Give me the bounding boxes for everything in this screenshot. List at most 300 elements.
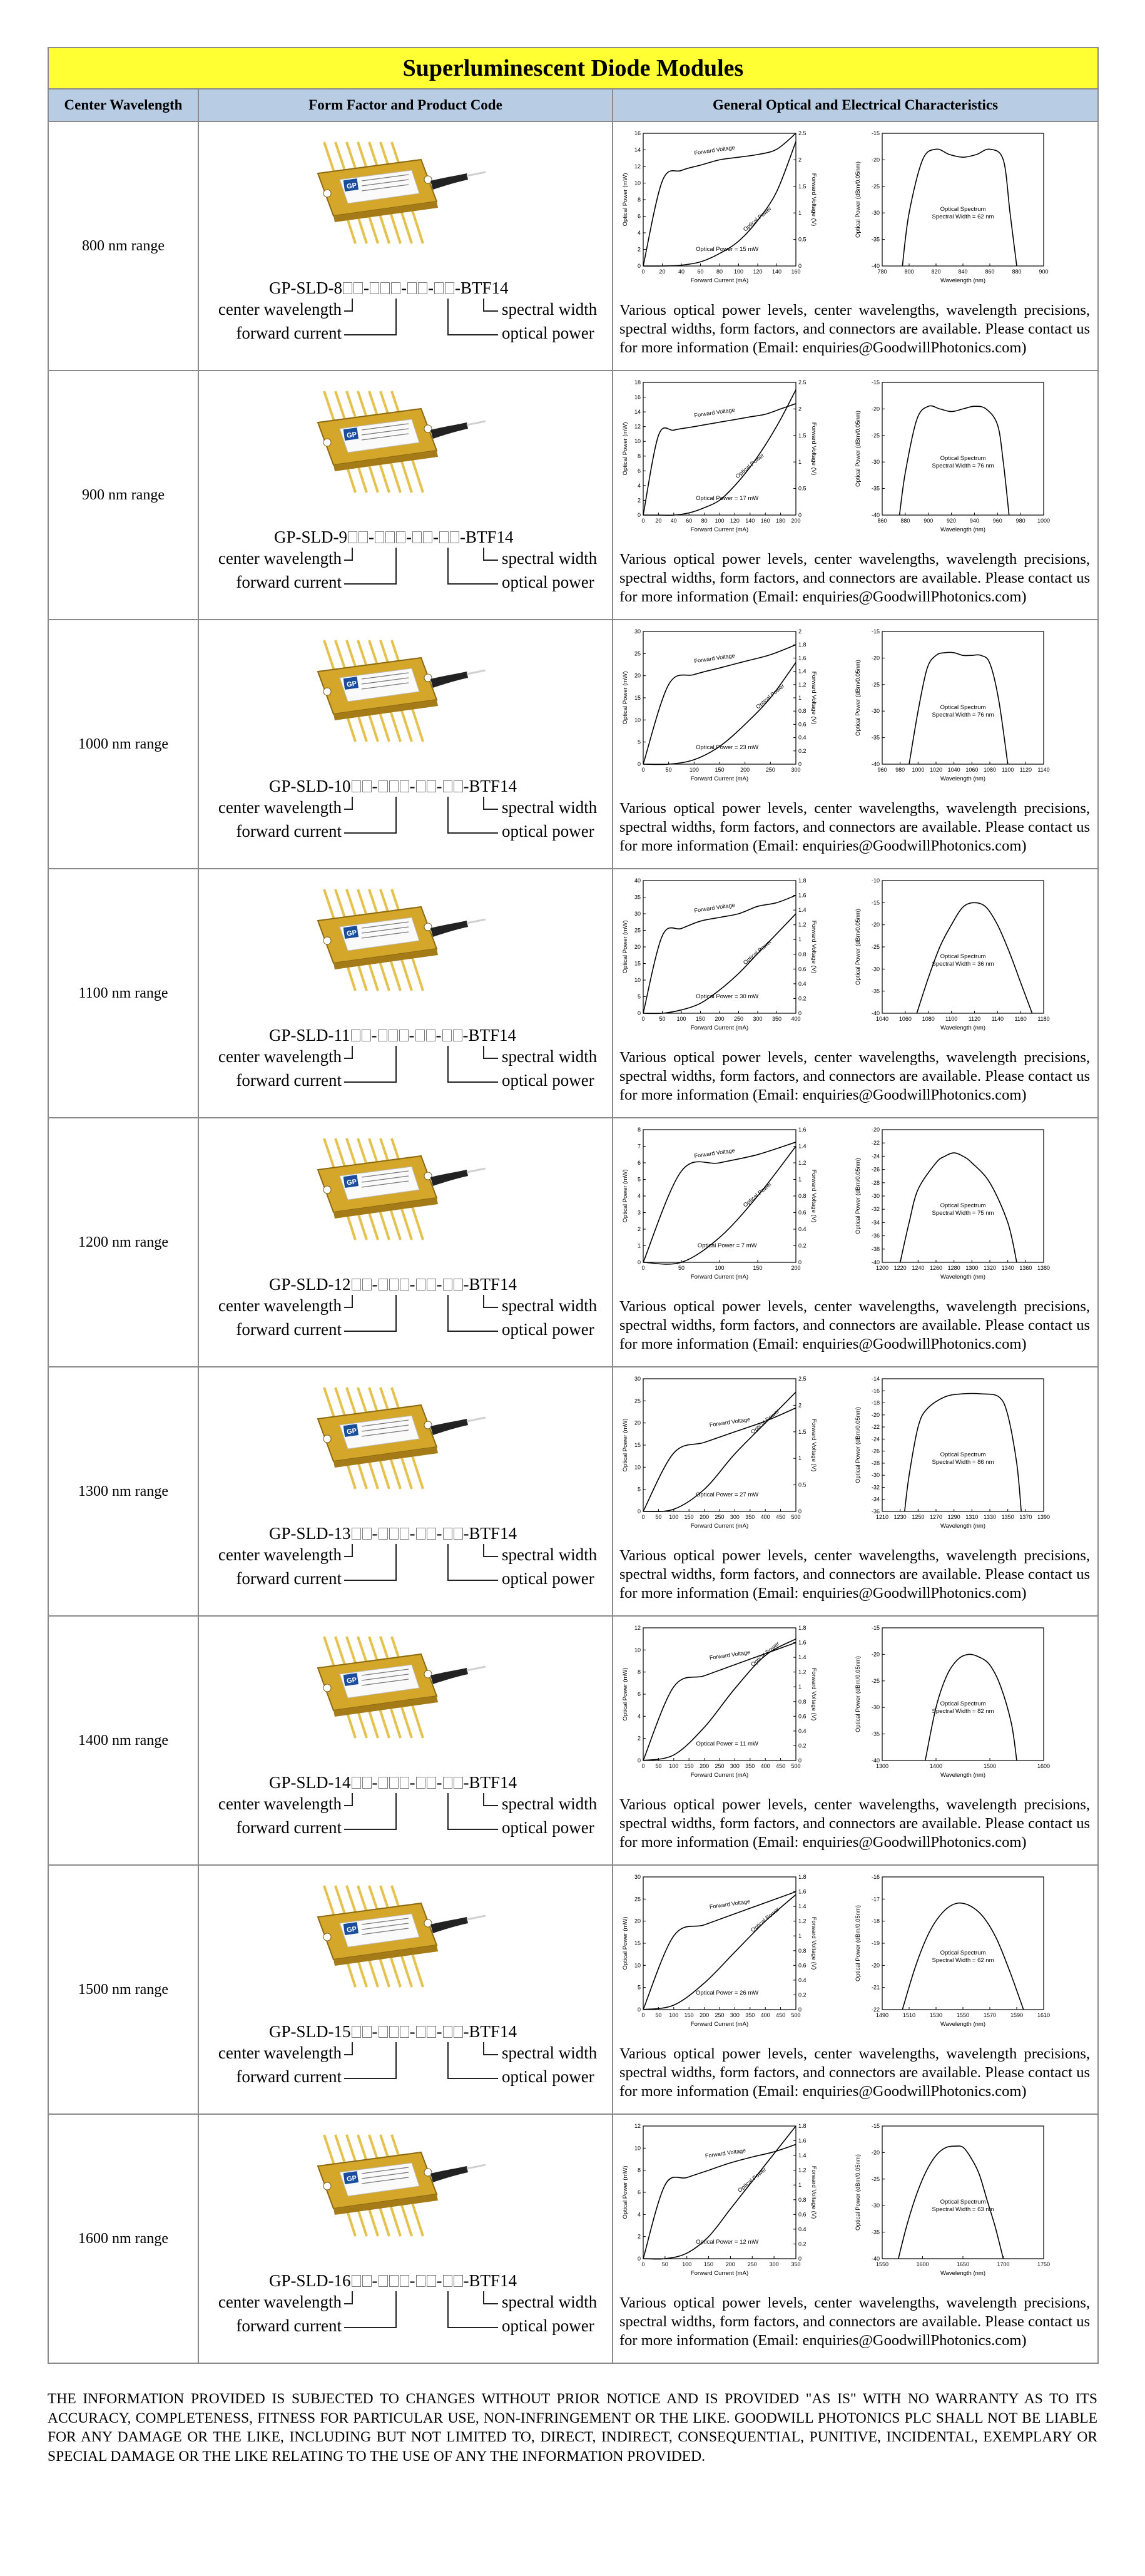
connector-line <box>484 548 498 560</box>
x-tick-label: 150 <box>684 1763 694 1769</box>
label-center-wavelength: center wavelength <box>218 2043 342 2062</box>
y-tick-label: -30 <box>871 1193 880 1199</box>
label-spectral-width: spectral width <box>502 798 598 817</box>
y-tick-label: 10 <box>634 1647 641 1653</box>
y-tick-label: -16 <box>871 1874 880 1880</box>
y-tick-label: 2 <box>637 2233 641 2240</box>
label-spectral-width: spectral width <box>502 549 598 568</box>
fiber-boot <box>430 1668 468 1684</box>
y-tick-label: -22 <box>871 2006 880 2013</box>
x-tick-label: 50 <box>678 1265 685 1271</box>
x-tick-label: 40 <box>670 518 677 524</box>
x-tick-label: 500 <box>791 2012 801 2018</box>
wavelength-range: 1600 nm range <box>78 2230 168 2247</box>
product-code: GP-SLD-12 - - - -BTF14 <box>269 1275 517 1294</box>
y-tick-label: 0 <box>637 263 641 269</box>
graphs <box>619 626 1089 792</box>
y2-tick-label: 0.2 <box>798 747 807 754</box>
x-tick-label: 100 <box>669 2012 679 2018</box>
y-tick-label: 0 <box>637 1508 641 1515</box>
x-tick-label: 1390 <box>1037 1514 1051 1520</box>
y2-tick-label: 0 <box>798 512 802 518</box>
y-tick-label: 15 <box>634 695 641 701</box>
plot-area <box>882 2126 1044 2259</box>
label-optical-power: optical power <box>502 822 594 841</box>
piv-chart <box>619 1374 820 1540</box>
x-tick-label: 150 <box>684 2012 694 2018</box>
y-tick-label: -26 <box>871 1448 880 1454</box>
x-tick-label: 150 <box>684 1514 694 1520</box>
y-tick-label: -35 <box>871 485 880 492</box>
form-factor-content <box>199 869 612 1117</box>
connector-line <box>344 299 352 311</box>
piv-graph <box>619 128 845 294</box>
mount-hole <box>323 1435 331 1443</box>
characteristics-cell <box>613 1865 1098 2114</box>
x-tick-label: 0 <box>641 2261 645 2267</box>
x-tick-label: 1600 <box>916 2261 929 2267</box>
x-tick-label: 820 <box>931 268 941 275</box>
description: Various optical power levels, center wavelengths, wavelength precisions, spectral widths, form factors, and connectors are available. Please contact us for more information (Email: enquiries@GoodwillPhotonics.com) <box>619 551 1090 606</box>
y-tick-label: 2 <box>637 497 641 504</box>
y-axis-label: Optical Power (mW) <box>622 671 629 725</box>
y2-tick-label: 1.4 <box>798 2152 807 2159</box>
x-tick-label: 50 <box>655 1763 662 1769</box>
label-spectral-width: spectral width <box>502 2043 598 2062</box>
y-tick-label: -30 <box>871 2202 880 2209</box>
x-tick-label: 150 <box>695 1016 706 1022</box>
y2-tick-label: 0.6 <box>798 1962 807 1969</box>
mount-hole <box>424 2169 432 2176</box>
spectrum-title: Optical Spectrum <box>940 206 986 213</box>
y2-tick-label: 1.4 <box>798 668 807 675</box>
y-tick-label: -40 <box>871 1010 880 1016</box>
y-tick-label: 0 <box>637 512 641 518</box>
spectrum-title: Optical Spectrum <box>940 455 986 462</box>
label-center-wavelength: center wavelength <box>218 1545 342 1564</box>
spectrum-chart <box>852 1872 1052 2038</box>
characteristics-cell <box>613 1118 1098 1367</box>
fiber-boot <box>430 173 468 190</box>
spectrum-title: Optical Spectrum <box>940 1451 986 1458</box>
description: Various optical power levels, center wavelengths, wavelength precisions, spectral widths, form factors, and connectors are available. Please contact us for more information (Email: enquiries@GoodwillPhotonics.com) <box>619 1547 1090 1602</box>
x-tick-label: 1360 <box>1019 1265 1032 1271</box>
y2-tick-label: 1.2 <box>798 681 807 688</box>
fiber-boot <box>430 1170 468 1186</box>
product-code: GP-SLD-9 - - - -BTF14 <box>274 528 514 546</box>
y-tick-label: 0 <box>637 1010 641 1016</box>
code-suffix: -BTF14 <box>463 777 517 795</box>
y-tick-label: -35 <box>871 1730 880 1737</box>
mount-hole <box>424 674 432 682</box>
y-axis-label: Optical Power (mW) <box>622 422 629 476</box>
y2-tick-label: 0.8 <box>798 2196 807 2203</box>
y2-tick-label: 0.4 <box>798 734 807 741</box>
y2-tick-label: 2.5 <box>798 130 807 136</box>
y2-tick-label: 1.4 <box>798 907 807 914</box>
x-tick-label: 980 <box>1015 518 1025 524</box>
y-tick-label: -34 <box>871 1496 880 1503</box>
x-axis-label: Forward Current (mA) <box>690 1772 749 1779</box>
y-tick-label: 4 <box>637 1193 641 1199</box>
product-code: GP-SLD-13 - - - -BTF14 <box>269 1524 517 1543</box>
description: Various optical power levels, center wavelengths, wavelength precisions, spectral widths, form factors, and connectors are available. Please contact us for more information (Email: enquiries@GoodwillPhotonics.com) <box>619 2045 1090 2100</box>
y2-tick-label: 0.5 <box>798 485 807 492</box>
y-tick-label: -17 <box>871 1896 880 1903</box>
y-tick-label: -32 <box>871 1206 880 1213</box>
spectrum-title: Optical Spectrum <box>940 704 986 711</box>
x-tick-label: 0 <box>641 2012 645 2018</box>
graphs <box>619 876 1089 1041</box>
y-tick-label: -18 <box>871 1918 880 1924</box>
y2-tick-label: 1 <box>798 459 802 466</box>
x-tick-label: 1590 <box>1010 2012 1024 2018</box>
label-center-wavelength: center wavelength <box>218 2292 342 2311</box>
product-row <box>48 1118 1098 1367</box>
y2-tick-label: 1.8 <box>798 641 807 648</box>
code-suffix: -BTF14 <box>463 2271 517 2290</box>
x-axis-label: Wavelength (nm) <box>940 775 985 782</box>
code-connector-lines <box>199 1524 607 1612</box>
mount-hole <box>424 425 432 432</box>
product-table <box>48 47 1099 2364</box>
y-axis-label: Optical Power (mW) <box>622 1169 629 1223</box>
y-tick-label: 12 <box>634 2123 641 2129</box>
spectrum-title: Optical Spectrum <box>940 1950 986 1956</box>
label-optical-power: Optical Power <box>734 452 766 479</box>
y2-tick-label: 1.4 <box>798 1903 807 1910</box>
x-tick-label: 0 <box>641 1265 645 1271</box>
piv-note: Optical Power = 7 mW <box>697 1242 757 1249</box>
label-spectral-width: spectral width <box>502 300 598 319</box>
y2-axis-label: Forward Voltage (V) <box>810 920 817 974</box>
characteristics-cell <box>613 869 1098 1118</box>
characteristics-cell <box>613 121 1098 371</box>
y-tick-label: -25 <box>871 2175 880 2182</box>
x-axis-label: Forward Current (mA) <box>690 2270 749 2277</box>
label-forward-current: forward current <box>236 1569 342 1588</box>
plot-area <box>882 1628 1044 1761</box>
y2-tick-label: 0 <box>798 1010 802 1016</box>
y2-axis-label: Forward Voltage (V) <box>810 1916 817 1970</box>
characteristics-content <box>613 122 1097 370</box>
x-tick-label: 940 <box>969 518 979 524</box>
mount-hole <box>323 2182 331 2190</box>
y-tick-label: 7 <box>637 1143 641 1150</box>
label-center-wavelength: center wavelength <box>218 300 342 319</box>
y-tick-label: 12 <box>634 1625 641 1631</box>
label-center-wavelength: center wavelength <box>218 1794 342 1813</box>
label-optical-power: Optical Power <box>741 205 773 233</box>
module-photo <box>299 1879 487 1992</box>
y-tick-label: 8 <box>637 197 641 203</box>
y-tick-label: 20 <box>634 672 641 679</box>
product-code: GP-SLD-16 - - - -BTF14 <box>269 2271 517 2290</box>
module-photo <box>299 1132 487 1245</box>
code-prefix: GP-SLD-16 <box>269 2271 351 2290</box>
y-tick-label: 5 <box>637 739 641 745</box>
spectrum-chart <box>852 2121 1052 2287</box>
y-tick-label: -30 <box>871 210 880 217</box>
y-tick-label: -35 <box>871 988 880 994</box>
description: Various optical power levels, center wavelengths, wavelength precisions, spectral widths, form factors, and connectors are available. Please contact us for more information (Email: enquiries@GoodwillPhotonics.com) <box>619 302 1090 357</box>
x-tick-label: 300 <box>791 767 801 773</box>
x-tick-label: 80 <box>716 268 723 275</box>
y-tick-label: -20 <box>871 156 880 163</box>
x-tick-label: 1220 <box>893 1265 907 1271</box>
y2-tick-label: 0.4 <box>798 1226 807 1232</box>
y2-tick-label: 1.6 <box>798 1639 807 1646</box>
y2-tick-label: 0.6 <box>798 1713 807 1720</box>
code-suffix: -BTF14 <box>463 1524 517 1543</box>
y-tick-label: -40 <box>871 2256 880 2262</box>
mount-hole <box>424 1919 432 1927</box>
x-tick-label: 1250 <box>912 1514 925 1520</box>
x-axis-label: Wavelength (nm) <box>940 2270 985 2277</box>
header-center-wavelength: Center Wavelength <box>48 89 198 121</box>
x-axis-label: Wavelength (nm) <box>940 277 985 284</box>
x-tick-label: 0 <box>641 1763 645 1769</box>
connector-line <box>344 1544 352 1556</box>
label-forward-current: forward current <box>236 1320 342 1339</box>
code-prefix: GP-SLD-8 <box>269 279 343 297</box>
label-optical-power: Optical Power <box>736 2166 768 2194</box>
y-tick-label: 16 <box>634 394 641 401</box>
y-tick-label: -20 <box>871 2149 880 2156</box>
y-tick-label: -28 <box>871 1179 880 1186</box>
label-spectral-width: spectral width <box>502 1047 598 1066</box>
code-suffix: -BTF14 <box>460 528 514 546</box>
y2-tick-label: 0.4 <box>798 1727 807 1734</box>
product-code-diagram <box>199 2271 607 2359</box>
x-tick-label: 500 <box>791 1514 801 1520</box>
x-tick-label: 400 <box>760 1514 770 1520</box>
x-tick-label: 1300 <box>965 1265 979 1271</box>
y-axis-label: Optical Power (mW) <box>622 1916 629 1970</box>
x-tick-label: 1120 <box>968 1016 981 1022</box>
y2-tick-label: 0 <box>798 1757 802 1764</box>
connector-line <box>484 1046 498 1058</box>
connector-line <box>484 2291 498 2304</box>
x-tick-label: 40 <box>678 268 685 275</box>
graphs <box>619 1623 1089 1789</box>
mount-hole <box>323 937 331 944</box>
module-photo <box>299 634 487 747</box>
y-tick-label: 30 <box>634 1376 641 1382</box>
x-tick-label: 1210 <box>875 1514 889 1520</box>
code-connector-lines <box>199 528 607 615</box>
y-tick-label: 20 <box>634 1419 641 1426</box>
wavelength-range: 1400 nm range <box>78 1732 168 1749</box>
piv-graph <box>619 626 845 792</box>
y2-tick-label: 2 <box>798 628 802 635</box>
x-tick-label: 50 <box>665 767 672 773</box>
form-factor-cell <box>198 620 613 869</box>
y-axis-label: Optical Power (mW) <box>622 2165 629 2219</box>
label-optical-power: Optical Power <box>750 1906 781 1934</box>
y2-axis-label: Forward Voltage (V) <box>810 173 817 227</box>
piv-graph <box>619 1872 845 2038</box>
y-tick-label: 8 <box>637 452 641 459</box>
y-tick-label: -40 <box>871 1259 880 1265</box>
y2-tick-label: 0.2 <box>798 995 807 1002</box>
mount-hole <box>323 1186 331 1193</box>
y-tick-label: 5 <box>637 1176 641 1183</box>
product-code-diagram <box>199 1773 607 1861</box>
y-tick-label: 0 <box>637 1259 641 1265</box>
x-axis-label: Forward Current (mA) <box>690 775 749 782</box>
x-tick-label: 780 <box>877 268 887 275</box>
form-factor-cell <box>198 371 613 620</box>
y-tick-label: 5 <box>637 993 641 1000</box>
y2-tick-label: 0.4 <box>798 2226 807 2232</box>
x-tick-label: 0 <box>641 518 645 524</box>
connector-line <box>448 299 498 335</box>
label-forward-voltage: Forward Voltage <box>709 1416 751 1428</box>
x-tick-label: 300 <box>769 2261 779 2267</box>
y2-tick-label: 1.4 <box>798 1654 807 1661</box>
code-connector-lines <box>199 1275 607 1362</box>
y-tick-label: 10 <box>634 1464 641 1471</box>
x-axis-label: Forward Current (mA) <box>690 1523 749 1530</box>
connector-line <box>484 797 498 809</box>
connector-line <box>484 1793 498 1806</box>
x-tick-label: 350 <box>745 2012 755 2018</box>
y-axis-label: Optical Power (dBm/0.05nm) <box>855 411 862 487</box>
y-tick-label: -20 <box>871 1127 880 1133</box>
y-tick-label: -40 <box>871 1757 880 1764</box>
code-connector-lines <box>199 1773 607 1861</box>
x-tick-label: 50 <box>661 2261 668 2267</box>
x-tick-label: 1650 <box>956 2261 970 2267</box>
spectrum-chart <box>852 1125 1052 1291</box>
y2-axis-label: Forward Voltage (V) <box>810 1418 817 1472</box>
y2-tick-label: 1.5 <box>798 1428 807 1435</box>
description: Various optical power levels, center wavelengths, wavelength precisions, spectral widths, form factors, and connectors are available. Please contact us for more information (Email: enquiries@GoodwillPhotonics.com) <box>619 1298 1090 1353</box>
x-tick-label: 140 <box>771 268 782 275</box>
x-tick-label: 1140 <box>1037 767 1050 773</box>
piv-graph <box>619 2121 845 2287</box>
label-spectral-width: spectral width <box>502 1296 598 1315</box>
x-tick-label: 1370 <box>1019 1514 1032 1520</box>
product-row <box>48 869 1098 1118</box>
y-tick-label: -15 <box>871 1625 880 1631</box>
form-factor-content <box>199 620 612 868</box>
connector-line <box>448 1544 498 1580</box>
logo-text: GP <box>346 929 357 938</box>
fiber <box>467 421 486 425</box>
x-tick-label: 1380 <box>1037 1265 1051 1271</box>
y-tick-label: 25 <box>634 927 641 934</box>
x-tick-label: 50 <box>659 1016 666 1022</box>
characteristics-content <box>613 869 1097 1117</box>
label-spectral-width: spectral width <box>502 2292 598 2311</box>
y2-tick-label: 0.2 <box>798 2241 807 2247</box>
x-tick-label: 50 <box>655 1514 662 1520</box>
form-factor-content <box>199 1866 612 2113</box>
connector-line <box>448 548 498 584</box>
spectrum-title: Optical Spectrum <box>940 2199 986 2205</box>
x-tick-label: 300 <box>753 1016 763 1022</box>
module-photo <box>299 883 487 996</box>
characteristics-content <box>613 1367 1097 1615</box>
y2-tick-label: 0.8 <box>798 708 807 715</box>
piv-note: Optical Power = 17 mW <box>696 495 759 502</box>
center-wavelength-cell <box>48 371 198 620</box>
x-tick-label: 100 <box>689 767 699 773</box>
characteristics-content <box>613 620 1097 868</box>
x-tick-label: 350 <box>791 2261 801 2267</box>
piv-note: Optical Power = 23 mW <box>696 744 759 751</box>
label-optical-power: Optical Power <box>750 1408 781 1436</box>
plot-area <box>882 1877 1044 2010</box>
spectrum-note: Spectral Width = 75 nm <box>932 1210 994 1217</box>
y-axis-label: Optical Power (dBm/0.05nm) <box>855 660 862 736</box>
form-factor-content <box>199 1617 612 1864</box>
x-tick-label: 1350 <box>1001 1514 1014 1520</box>
x-tick-label: 1310 <box>965 1514 979 1520</box>
x-tick-label: 150 <box>753 1265 763 1271</box>
x-tick-label: 920 <box>947 518 957 524</box>
label-optical-power: optical power <box>502 324 594 342</box>
graphs <box>619 1374 1089 1540</box>
y-tick-label: 10 <box>634 717 641 723</box>
spectrum-graph <box>852 2121 1077 2287</box>
spectrum-note: Spectral Width = 36 nm <box>932 961 994 968</box>
y-tick-label: -22 <box>871 1140 880 1147</box>
mount-hole <box>323 688 331 695</box>
code-connector-lines <box>199 2022 607 2110</box>
connector-line <box>344 797 352 809</box>
code-suffix: -BTF14 <box>463 1773 517 1792</box>
x-tick-label: 1280 <box>947 1265 960 1271</box>
y2-tick-label: 0.4 <box>798 980 807 987</box>
x-tick-label: 1120 <box>1019 767 1032 773</box>
piv-chart <box>619 128 820 294</box>
label-forward-voltage: Forward Voltage <box>693 406 736 419</box>
x-tick-label: 200 <box>791 518 801 524</box>
y-tick-label: 12 <box>634 423 641 430</box>
x-axis-label: Wavelength (nm) <box>940 2021 985 2028</box>
form-factor-content <box>199 122 612 370</box>
spectrum-chart <box>852 876 1052 1041</box>
x-tick-label: 840 <box>958 268 968 275</box>
plot-area <box>882 881 1044 1013</box>
x-tick-label: 1700 <box>997 2261 1010 2267</box>
x-tick-label: 960 <box>877 767 887 773</box>
y2-tick-label: 0.8 <box>798 951 807 958</box>
y-tick-label: 25 <box>634 650 641 657</box>
module-photo <box>299 385 487 498</box>
x-tick-label: 1000 <box>1037 518 1051 524</box>
connector-line <box>484 1544 498 1556</box>
piv-graph <box>619 377 845 543</box>
product-code: GP-SLD-15 - - - -BTF14 <box>269 2022 517 2041</box>
y-tick-label: 6 <box>637 1160 641 1166</box>
description: Various optical power levels, center wavelengths, wavelength precisions, spectral widths, form factors, and connectors are available. Please contact us for more information (Email: enquiries@GoodwillPhotonics.com) <box>619 800 1090 855</box>
characteristics-content <box>613 371 1097 619</box>
code-connector-lines <box>199 279 607 366</box>
description: Various optical power levels, center wavelengths, wavelength precisions, spectral widths, form factors, and connectors are available. Please contact us for more information (Email: enquiries@GoodwillPhotonics.com) <box>619 1049 1090 1104</box>
y-tick-label: -36 <box>871 1508 880 1515</box>
y-tick-label: -30 <box>871 966 880 973</box>
product-row <box>48 1865 1098 2114</box>
mount-hole <box>424 923 432 931</box>
connector-line <box>448 1046 498 1082</box>
product-row <box>48 121 1098 371</box>
y2-tick-label: 1.2 <box>798 1669 807 1675</box>
form-factor-cell <box>198 2114 613 2363</box>
